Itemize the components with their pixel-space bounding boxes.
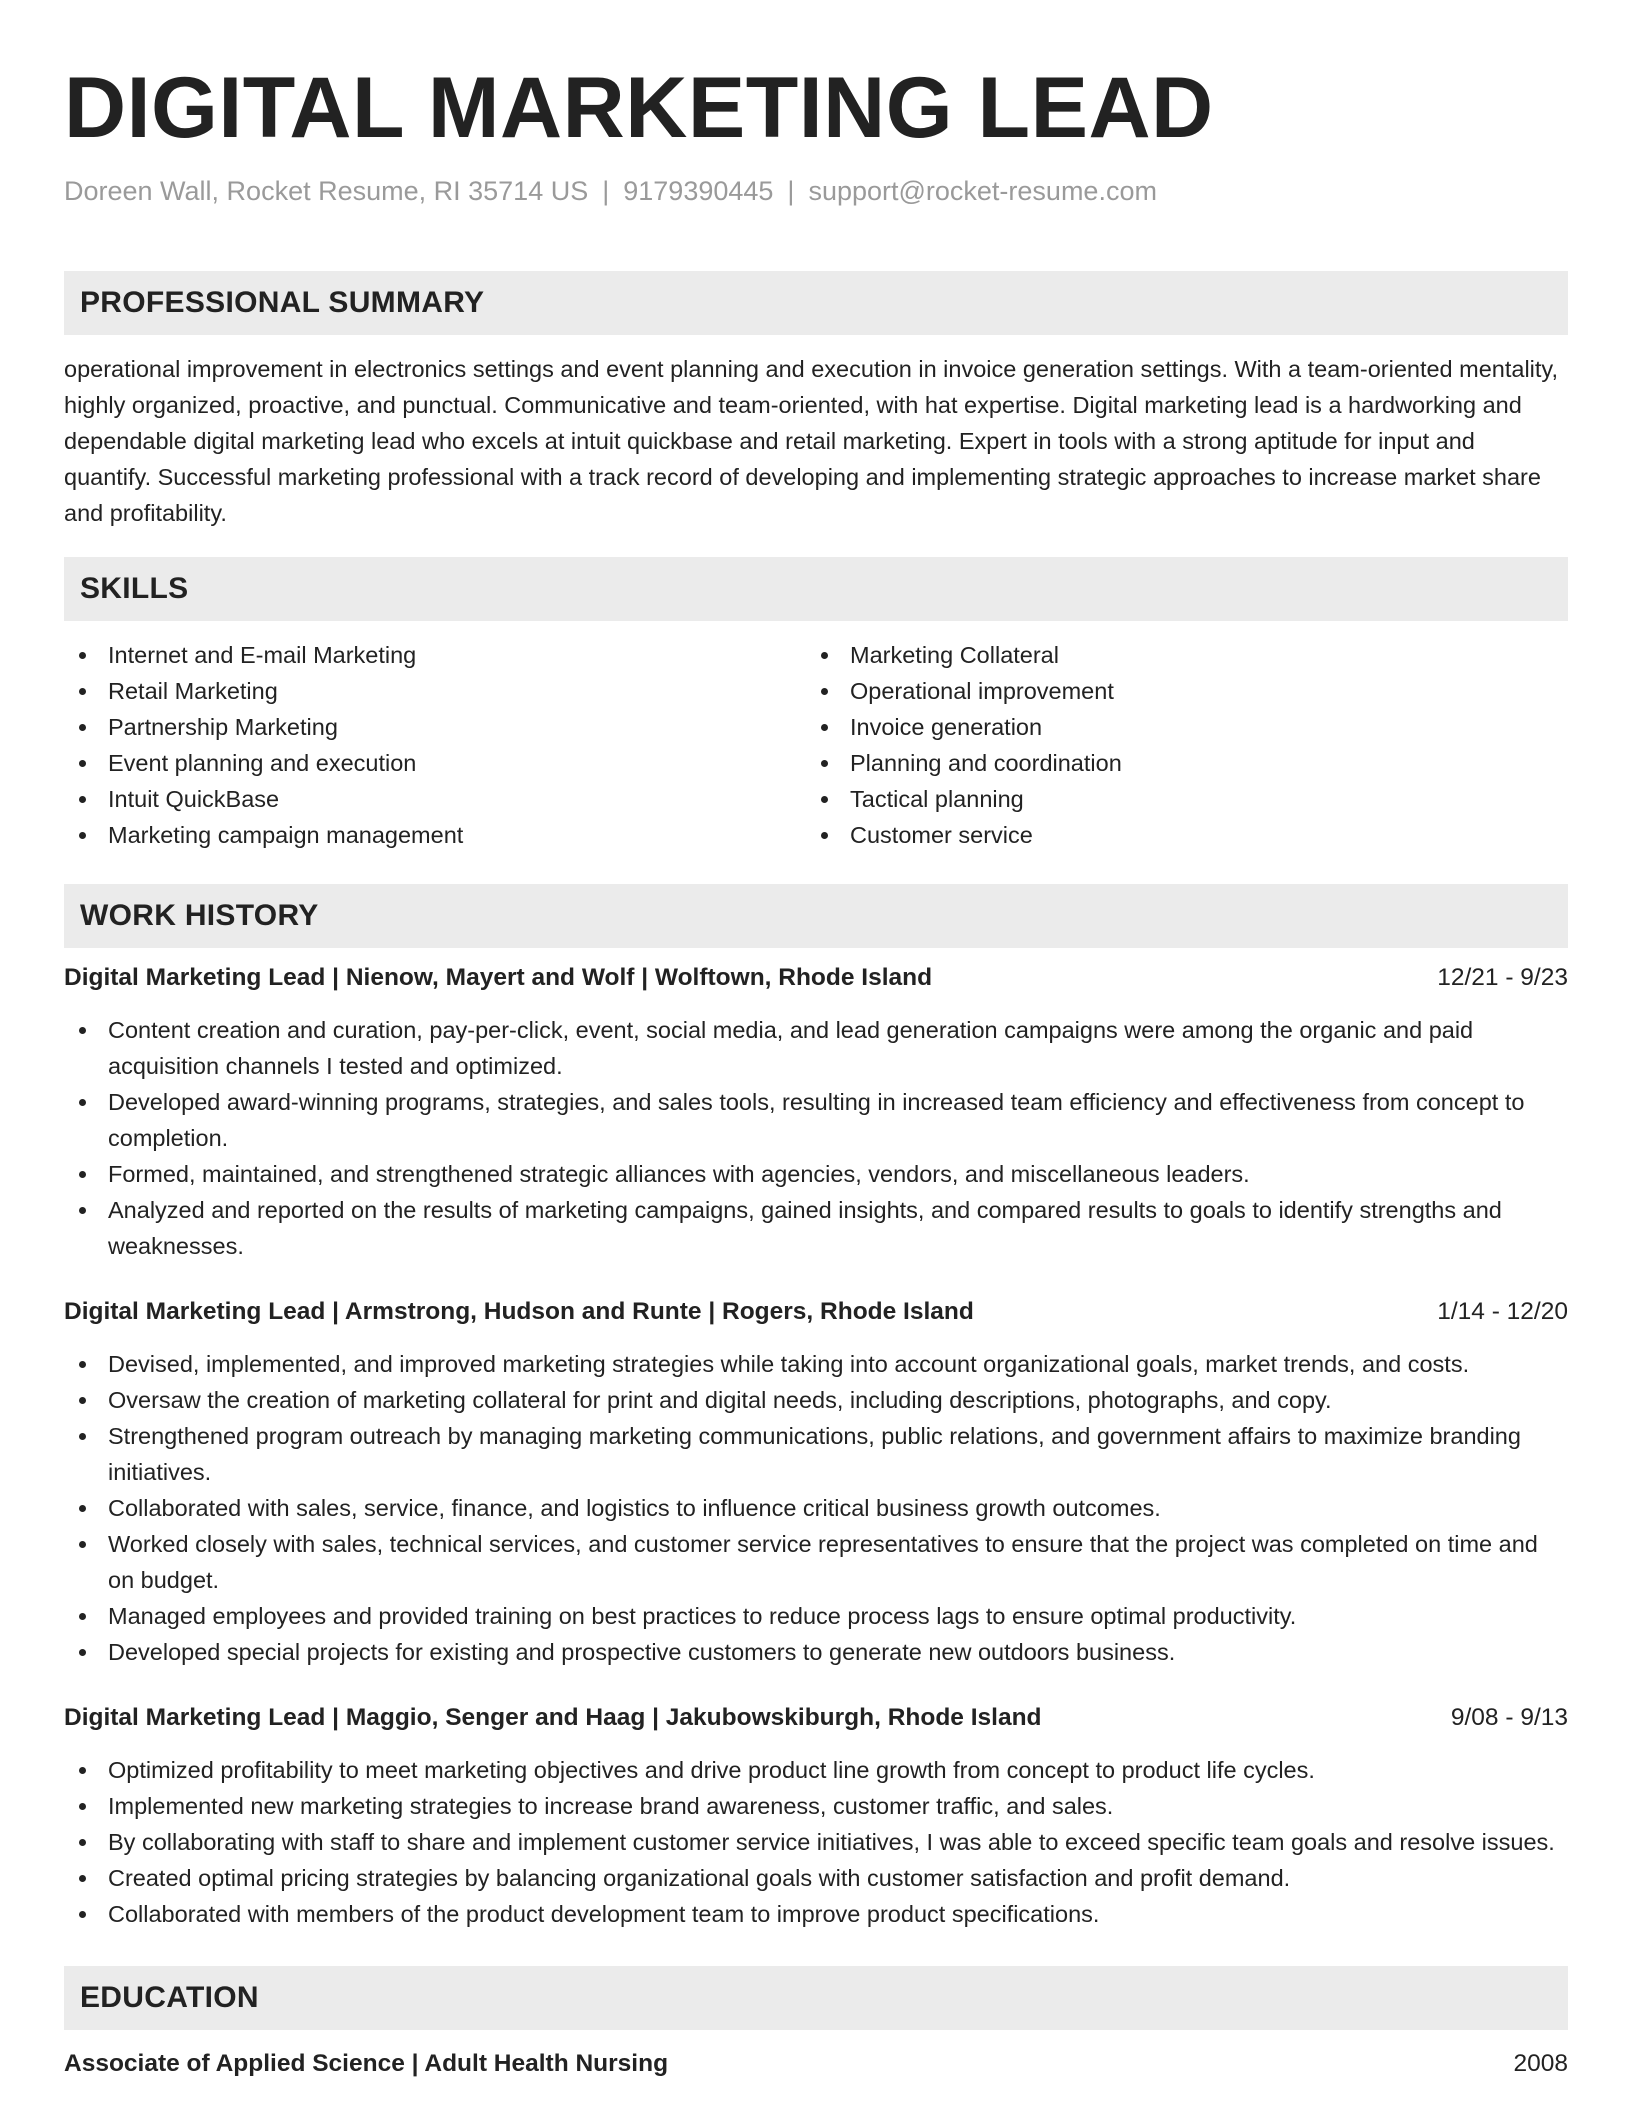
- contact-separator: |: [602, 176, 610, 206]
- skill-item: Operational improvement: [806, 673, 1548, 709]
- job-header: [64, 960, 1568, 996]
- skill-item: Tactical planning: [806, 781, 1548, 817]
- job-bullet: Strengthened program outreach by managing marketing communications, public relations, and government affairs to maximize branding initiatives.: [64, 1418, 1568, 1490]
- skills-column-left: [64, 637, 806, 853]
- job-title: Digital Marketing Lead | Nienow, Mayert and Wolf | Wolftown, Rhode Island: [64, 964, 933, 991]
- section-header-summary: PROFESSIONAL SUMMARY: [64, 271, 1568, 335]
- job-dates: 12/21 - 9/23: [1437, 964, 1568, 991]
- job-header: [64, 1294, 1568, 1330]
- job-bullet: Created optimal pricing strategies by balancing organizational goals with customer satisfaction and profit demand.: [64, 1860, 1568, 1896]
- education-title: Associate of Applied Science | Adult Health Nursing: [64, 2050, 669, 2077]
- job-bullets: [64, 1012, 1568, 1264]
- resume-title: DIGITAL MARKETING LEAD: [64, 60, 1214, 156]
- job-title: Digital Marketing Lead | Maggio, Senger and Haag | Jakubowskiburgh, Rhode Island: [64, 1704, 1042, 1731]
- job-bullet: Developed award-winning programs, strategies, and sales tools, resulting in increased team efficiency and effectiveness from concept to completion.: [64, 1084, 1568, 1156]
- job-bullets: [64, 1346, 1568, 1670]
- skill-item: Marketing Collateral: [806, 637, 1548, 673]
- job-bullet: Oversaw the creation of marketing collateral for print and digital needs, including descriptions, photographs, and copy.: [64, 1382, 1568, 1418]
- section-header-work-history: WORK HISTORY: [64, 884, 1568, 948]
- job-bullet: Optimized profitability to meet marketing objectives and drive product line growth from concept to product life cycles.: [64, 1752, 1568, 1788]
- skills-column-right: [806, 637, 1548, 853]
- contact-phone: 9179390445: [623, 176, 774, 206]
- job-bullet: Formed, maintained, and strengthened strategic alliances with agencies, vendors, and miscellaneous leaders.: [64, 1156, 1568, 1192]
- job-bullet: Collaborated with sales, service, finance, and logistics to influence critical business growth outcomes.: [64, 1490, 1568, 1526]
- skill-item: Marketing campaign management: [64, 817, 806, 853]
- education-entry: [64, 2046, 1568, 2082]
- contact-separator: |: [787, 176, 795, 206]
- job-bullet: By collaborating with staff to share and implement customer service initiatives, I was able to exceed specific team goals and resolve issues.: [64, 1824, 1568, 1860]
- skill-item: Planning and coordination: [806, 745, 1548, 781]
- job-bullet: Content creation and curation, pay-per-click, event, social media, and lead generation campaigns were among the organic and paid acquisition channels I tested and optimized.: [64, 1012, 1568, 1084]
- job-bullets: [64, 1752, 1568, 1932]
- skill-item: Event planning and execution: [64, 745, 806, 781]
- job-dates: 1/14 - 12/20: [1437, 1298, 1568, 1325]
- contact-line: [64, 174, 1568, 208]
- job-entry: [64, 1294, 1568, 1670]
- contact-email: support@rocket-resume.com: [808, 176, 1157, 206]
- skill-item: Intuit QuickBase: [64, 781, 806, 817]
- job-entry: [64, 960, 1568, 1264]
- job-bullet: Developed special projects for existing and prospective customers to generate new outdoors business.: [64, 1634, 1568, 1670]
- job-entry: [64, 1700, 1568, 1932]
- skill-item: Retail Marketing: [64, 673, 806, 709]
- job-dates: 9/08 - 9/13: [1450, 1704, 1568, 1731]
- skill-item: Partnership Marketing: [64, 709, 806, 745]
- section-header-skills: SKILLS: [64, 557, 1568, 621]
- skill-item: Invoice generation: [806, 709, 1548, 745]
- section-header-education: EDUCATION: [64, 1966, 1568, 2030]
- contact-address: Doreen Wall, Rocket Resume, RI 35714 US: [64, 176, 589, 206]
- job-header: [64, 1700, 1568, 1736]
- skill-item: Internet and E-mail Marketing: [64, 637, 806, 673]
- job-bullet: Analyzed and reported on the results of marketing campaigns, gained insights, and compared results to goals to identify strengths and weaknesses.: [64, 1192, 1568, 1264]
- job-title: Digital Marketing Lead | Armstrong, Hudson and Runte | Rogers, Rhode Island: [64, 1298, 974, 1325]
- job-bullet: Implemented new marketing strategies to increase brand awareness, customer traffic, and sales.: [64, 1788, 1568, 1824]
- summary-text: operational improvement in electronics settings and event planning and execution in invoice generation settings. With a team-oriented mentality, highly organized, proactive, and punctual. Communicative and team-oriented, with hat expertise. Digital marketing lead is a hardworking and dependable digital marketing lead who excels at intuit quickbase and retail marketing. Expert in tools with a strong aptitude for input and quantify. Successful marketing professional with a track record of developing and implementing strategic approaches to increase market share and profitability.: [64, 356, 1558, 526]
- skill-item: Customer service: [806, 817, 1548, 853]
- job-bullet: Devised, implemented, and improved marketing strategies while taking into account organizational goals, market trends, and costs.: [64, 1346, 1568, 1382]
- job-bullet: Collaborated with members of the product development team to improve product specifications.: [64, 1896, 1568, 1932]
- education-year: 2008: [1513, 2050, 1568, 2077]
- job-bullet: Managed employees and provided training on best practices to reduce process lags to ensure optimal productivity.: [64, 1598, 1568, 1634]
- resume-page: [64, 0, 1568, 2082]
- skills-grid: [64, 637, 1568, 853]
- job-bullet: Worked closely with sales, technical services, and customer service representatives to ensure that the project was completed on time and on budget.: [64, 1526, 1568, 1598]
